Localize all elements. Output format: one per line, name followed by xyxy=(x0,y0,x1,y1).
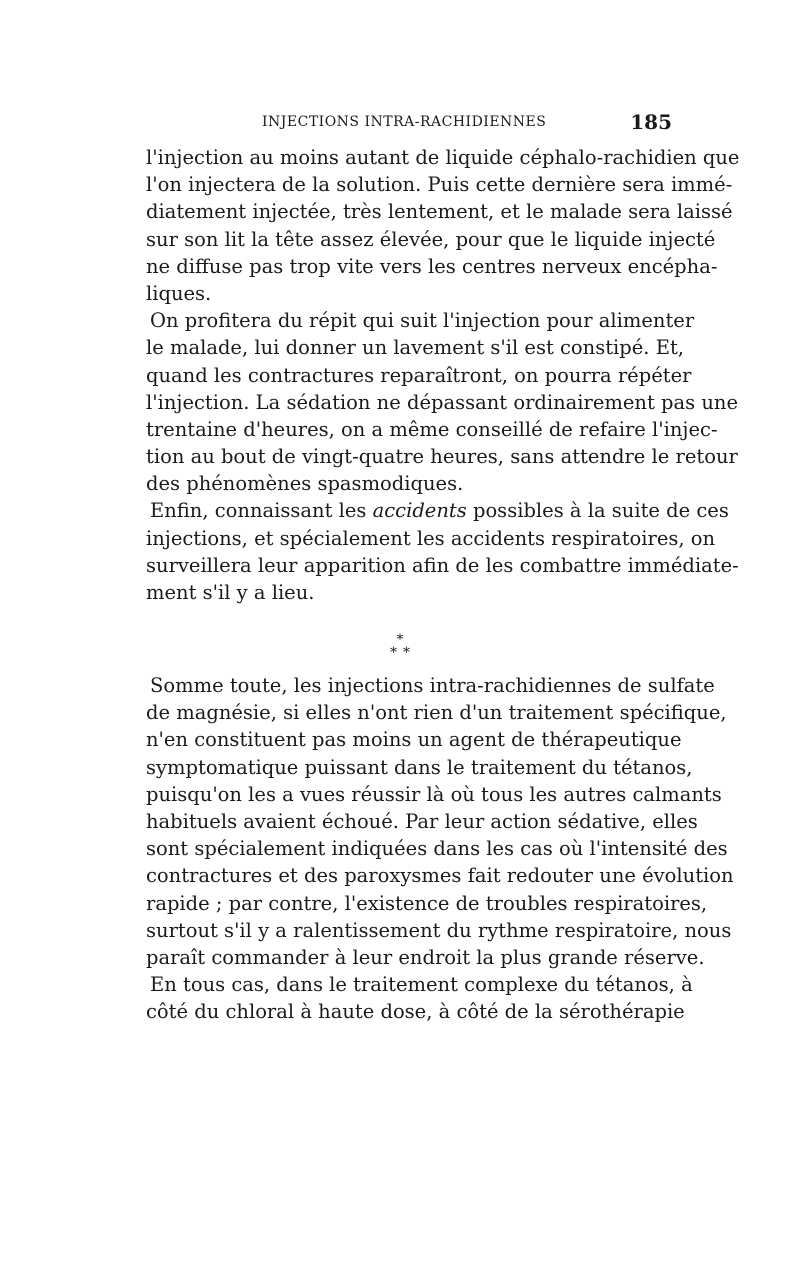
text-line: quand les contractures reparaîtront, on pourra répéter xyxy=(146,363,692,387)
running-title: INJECTIONS INTRA-RACHIDIENNES xyxy=(262,114,547,130)
text-line: le malade, lui donner un lavement s'il est constipé. Et, xyxy=(146,336,684,360)
italic-word: accidents xyxy=(372,499,467,523)
text-line: l'injection. La sédation ne dépassant ordinairement pas une xyxy=(146,390,738,414)
text-line: surtout s'il y a ralentissement du rythme respiratoire, nous xyxy=(146,918,732,942)
text-line: l'on injectera de la solution. Puis cette dernière sera immé- xyxy=(146,173,733,197)
text-line: On profitera du répit qui suit l'injection pour alimenter xyxy=(150,309,695,333)
text-line: surveillera leur apparition afin de les combattre immédiate- xyxy=(146,553,739,577)
text-line: diatement injectée, très lentement, et le malade sera laissé xyxy=(146,200,733,224)
text-line: trentaine d'heures, on a même conseillé de refaire l'injec- xyxy=(146,417,718,441)
text-segment: possibles à la suite de ces xyxy=(466,499,729,523)
text-line: sur son lit la tête assez élevée, pour que le liquide injecté xyxy=(146,227,716,251)
text-line: contractures et des paroxysmes fait redouter une évolution xyxy=(146,864,734,888)
asterism-star-left: * xyxy=(390,645,397,661)
text-line: des phénomènes spasmodiques. xyxy=(146,472,464,496)
text-line: habituels avaient échoué. Par leur action sédative, elles xyxy=(146,809,698,833)
text-line: de magnésie, si elles n'ont rien d'un traitement spécifique, xyxy=(146,701,727,725)
text-line: tion au bout de vingt-quatre heures, sans attendre le retour xyxy=(146,445,738,469)
text-line: puisqu'on les a vues réussir là où tous les autres calmants xyxy=(146,782,722,806)
text-line: l'injection au moins autant de liquide céphalo-rachidien que xyxy=(146,146,740,169)
asterism-star-top: * xyxy=(396,632,404,648)
text-line: côté du chloral à haute dose, à côté de la sérothérapie xyxy=(146,1000,685,1024)
text-line: ne diffuse pas trop vite vers les centres nerveux encépha- xyxy=(146,254,718,278)
text-line: n'en constituent pas moins un agent de thérapeutique xyxy=(146,728,682,752)
running-header xyxy=(146,108,672,138)
text-line: En tous cas, dans le traitement complexe du tétanos, à xyxy=(150,973,693,997)
text-line: injections, et spécialement les accidents respiratoires, on xyxy=(146,526,716,550)
text-line: symptomatique puissant dans le traitement du tétanos, xyxy=(146,755,693,779)
text-segment: Enfin, connaissant les xyxy=(150,499,373,523)
text-line: Somme toute, les injections intra-rachidiennes de sulfate xyxy=(150,674,715,697)
text-line: ment s'il y a lieu. xyxy=(146,581,315,604)
text-block-lower xyxy=(146,672,734,1025)
page-number: 185 xyxy=(630,110,672,134)
text-line: rapide ; par contre, l'existence de troubles respiratoires, xyxy=(146,891,708,915)
asterism-divider xyxy=(370,634,430,674)
text-line: liques. xyxy=(146,281,212,305)
asterism-star-right: * xyxy=(403,645,410,661)
text-line xyxy=(146,497,729,524)
text-line: sont spécialement indiquées dans les cas où l'intensité des xyxy=(146,837,728,861)
text-block-upper xyxy=(146,144,740,606)
text-line: paraît commander à leur endroit la plus grande réserve. xyxy=(146,945,705,969)
asterism-row xyxy=(370,647,430,660)
